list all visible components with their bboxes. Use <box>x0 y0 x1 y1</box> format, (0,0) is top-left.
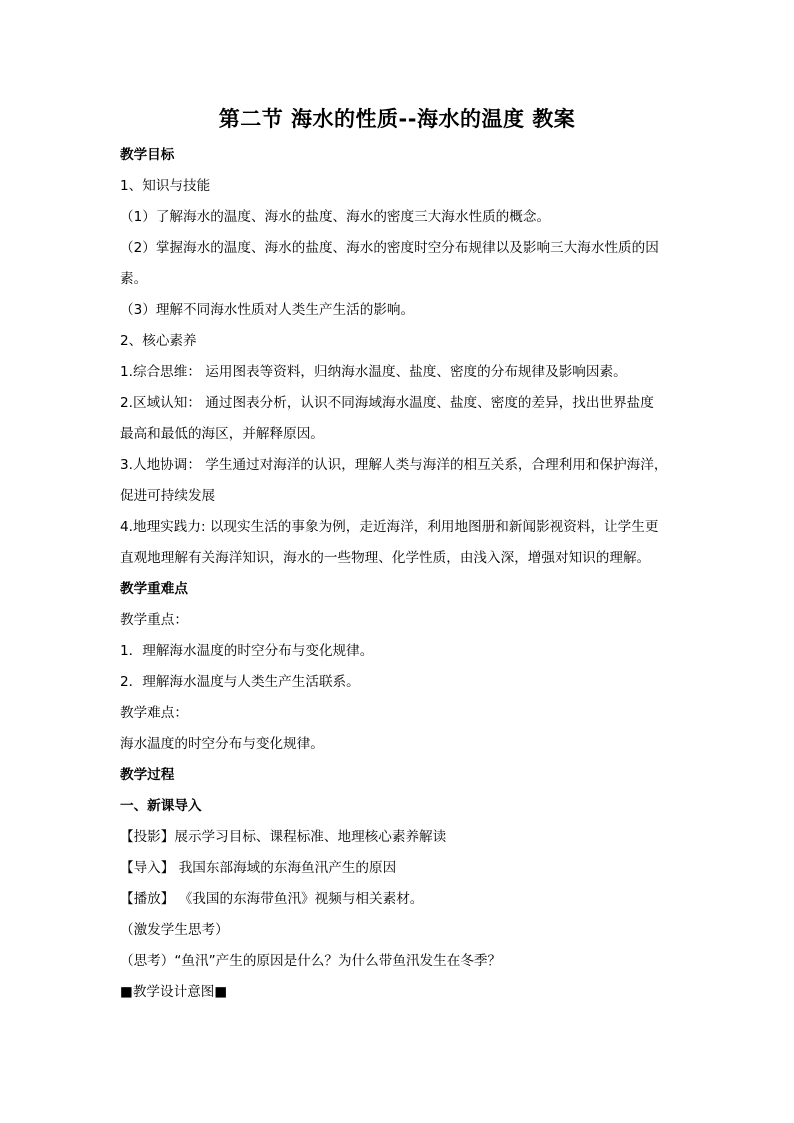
process-think-question: （思考）“鱼汛”产生的原因是什么？为什么带鱼汛发生在冬季？ <box>120 953 502 969</box>
subheading-core-literacy: 2、核心素养 <box>120 333 197 349</box>
subheading-knowledge-skills: 1、知识与技能 <box>120 178 211 194</box>
label-difficult-points: 教学难点： <box>120 705 188 721</box>
literacy-item-2-cont: 最高和最低的海区，并解释原因。 <box>120 426 324 442</box>
literacy-item-3-cont: 促进可持续发展 <box>120 488 216 504</box>
literacy-item-1: 1.综合思维： 运用图表等资料，归纳海水温度、盐度、密度的分布规律及影响因素。 <box>120 364 627 380</box>
heading-teaching-process: 教学过程 <box>120 767 175 783</box>
objective-item-3: （3）理解不同海水性质对人类生产生活的影响。 <box>120 302 415 318</box>
process-projection: 【投影】展示学习目标、课程标准、地理核心素养解读 <box>120 829 447 845</box>
process-inspire-thinking: （激发学生思考） <box>120 922 229 938</box>
process-playback: 【播放】 《我国的东海带鱼汛》视频与相关素材。 <box>120 891 424 907</box>
key-point-2: 2．理解海水温度与人类生产生活联系。 <box>120 674 360 690</box>
objective-item-1: （1）了解海水的温度、海水的盐度、海水的密度三大海水性质的概念。 <box>120 209 551 225</box>
label-key-points: 教学重点： <box>120 612 188 628</box>
difficult-point-1: 海水温度的时空分布与变化规律。 <box>120 736 324 752</box>
heading-teaching-objectives: 教学目标 <box>120 147 175 163</box>
design-intent-label: ■教学设计意图■ <box>120 984 228 1000</box>
process-introduction: 【导入】 我国东部海域的东海鱼汛产生的原因 <box>120 860 397 876</box>
subheading-lesson-intro: 一、新课导入 <box>120 798 202 814</box>
literacy-item-4: 4.地理实践力: 以现实生活的事象为例，走近海洋，利用地图册和新闻影视资料，让学生更 <box>120 519 659 535</box>
literacy-item-2: 2.区域认知： 通过图表分析，认识不同海域海水温度、盐度、密度的差异，找出世界盐度 <box>120 395 654 411</box>
literacy-item-3: 3.人地协调： 学生通过对海洋的认识，理解人类与海洋的相互关系，合理利用和保护海洋， <box>120 457 668 473</box>
literacy-item-4-cont: 直观地理解有关海洋知识，海水的一些物理、化学性质，由浅入深，增强对知识的理解。 <box>120 550 651 566</box>
key-point-1: 1．理解海水温度的时空分布与变化规律。 <box>120 643 374 659</box>
heading-key-difficult-points: 教学重难点 <box>120 581 188 597</box>
document-title: 第二节 海水的性质--海水的温度 教案 <box>218 107 576 131</box>
objective-item-2-cont: 素。 <box>120 271 148 287</box>
objective-item-2: （2）掌握海水的温度、海水的盐度、海水的密度时空分布规律以及影响三大海水性质的因 <box>120 240 659 256</box>
